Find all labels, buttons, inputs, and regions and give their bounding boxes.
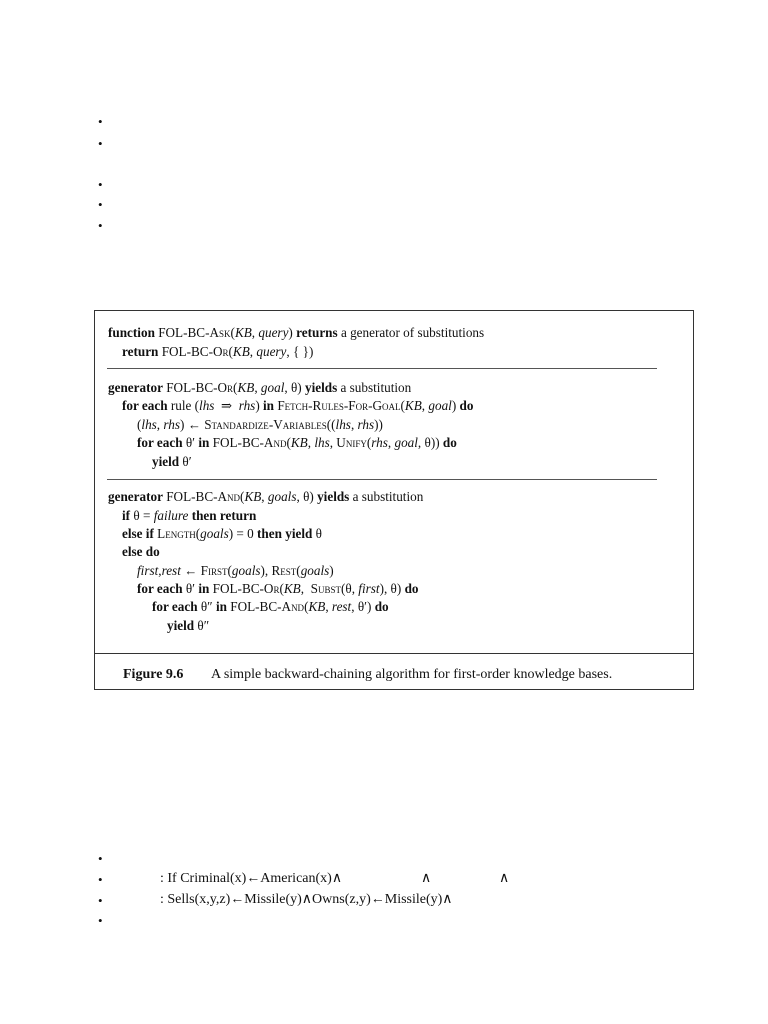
- algorithm-figure: [94, 310, 694, 690]
- bullet-3: •: [98, 177, 103, 192]
- bullet-6: •: [98, 851, 103, 866]
- algo-line: if θ = failure then return: [122, 508, 257, 523]
- and-symbol: ∧: [499, 871, 510, 886]
- bullet-5: •: [98, 218, 103, 233]
- figure-caption-label: Figure 9.6: [123, 667, 184, 682]
- algo-line: (lhs, rhs) ← Standardize-Variables((lhs, rhs)): [137, 417, 383, 432]
- algo-line: for each θ′ in FOL-BC-And(KB, lhs, Unify(rhs, goal, θ)) do: [137, 435, 457, 450]
- divider: [107, 368, 657, 369]
- bullet-4: •: [98, 197, 103, 212]
- algo-line: first,rest ← First(goals), Rest(goals): [137, 563, 334, 578]
- rule-text-sells: : Sells(x,y,z)←Missile(y)∧Owns(z,y)←Missile(y)∧: [160, 892, 453, 907]
- bullet-2: •: [98, 136, 103, 151]
- algo-line: else do: [122, 544, 160, 559]
- figure-caption-text: A simple backward-chaining algorithm for first-order knowledge bases.: [211, 667, 613, 682]
- bullet-7: •: [98, 872, 103, 887]
- and-symbol: ∧: [421, 871, 432, 886]
- algo-line: generator FOL-BC-Or(KB, goal, θ) yields a substitution: [108, 380, 412, 395]
- algo-line: for each θ′ in FOL-BC-Or(KB, Subst(θ, first), θ) do: [137, 581, 419, 596]
- algo-line: yield θ″: [167, 618, 210, 633]
- algo-line: generator FOL-BC-And(KB, goals, θ) yields a substitution: [108, 489, 424, 504]
- algo-line: yield θ′: [152, 454, 192, 469]
- algo-line: else if Length(goals) = 0 then yield θ: [122, 526, 322, 541]
- algo-line: return FOL-BC-Or(KB, query, { }): [122, 344, 314, 359]
- algo-line: function FOL-BC-Ask(KB, query) returns a generator of substitutions: [108, 325, 485, 340]
- algo-line: for each θ″ in FOL-BC-And(KB, rest, θ′) do: [152, 599, 389, 614]
- divider: [107, 479, 657, 480]
- bullet-9: •: [98, 913, 103, 928]
- rule-text-criminal: : If Criminal(x)←American(x)∧: [160, 871, 343, 886]
- bullet-1: •: [98, 114, 103, 129]
- caption-divider: [95, 653, 693, 654]
- algo-line: for each rule (lhs ⇒ rhs) in Fetch-Rules-For-Goal(KB, goal) do: [122, 398, 474, 413]
- bullet-8: •: [98, 893, 103, 908]
